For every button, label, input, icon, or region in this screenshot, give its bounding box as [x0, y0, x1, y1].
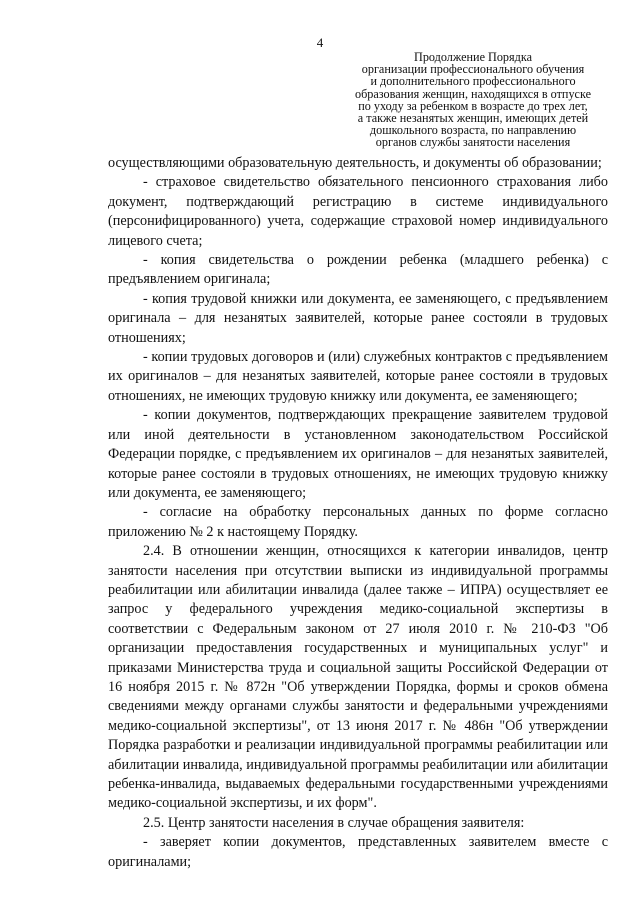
header-line: по уходу за ребенком в возрасте до трех лет, [358, 98, 588, 113]
list-item-personal-data-consent: - согласие на обработку персональных данных по форме согласно приложению № 2 к настоящему Порядку. [108, 504, 608, 540]
list-item-work-book: - копия трудовой книжки или документа, ее заменяющего, с предъявлением оригинала – для незанятых заявителей, которые ранее состояли в трудовых отношениях; [108, 290, 608, 346]
list-item-labor-contracts: - копии трудовых договоров и (или) служебных контрактов с предъявлением их оригиналов – для незанятых заявителей, которые ранее состояли в трудовых отношениях, не имеющих трудовую книжку или документа, ее заменяющего; [108, 349, 608, 404]
header-line: и дополнительного профессионального [370, 74, 576, 89]
body-text [108, 154, 608, 872]
list-item-termination-documents: - копии документов, подтверждающих прекращение заявителем трудовой или иной деятельности в установленном законодательством Российской Федерации порядке, с предъявлением их оригиналов – для незанятых заявителей, которые ранее состояли в трудовых отношениях, не имеющих трудовую книжку или документа, ее заменяющего; [108, 407, 608, 501]
list-item-insurance-certificate: - страховое свидетельство обязательного пенсионного страхования либо документ, подтверждающий регистрацию в системе индивидуального (персонифицированного) учета, содержащие страховой номер индивидуального лицевого счета; [108, 174, 608, 249]
header-line: дошкольного возраста, по направлению [369, 123, 577, 138]
page-number: 4 [316, 35, 324, 50]
list-item-birth-certificate: - копия свидетельства о рождении ребенка (младшего ребенка) с предъявлением оригинала; [108, 252, 608, 288]
header-line: органов службы занятости населения [375, 135, 571, 150]
paragraph-2-5: 2.5. Центр занятости населения в случае обращения заявителя: [143, 814, 525, 831]
header-line: а также незанятых женщин, имеющих детей [357, 111, 589, 126]
header-line: образования женщин, находящихся в отпуске [355, 86, 591, 101]
list-item-certify-copies: - заверяет копии документов, представленных заявителем вместе с оригиналами; [108, 834, 608, 870]
continuation-header [346, 51, 600, 149]
paragraph-2-4: 2.4. В отношении женщин, относящихся к категории инвалидов, центр занятости населения при отсутствии выписки из индивидуальной программы реабилитации или абилитации инвалида (далее также – ИПРА) осуществляет ее запрос у федерального учреждения медико-социальной экспертизы в соответствии с Федеральным законом от 27 июля 2010 г. № 210-ФЗ "Об организации предоставления государственных и муниципальных услуг" и приказами Министерства труда и социальной защиты Российской Федерации от 16 ноября 2015 г. № 872н "Об утверждении Порядка, формы и сроков обмена сведениями между органами службы занятости и федеральными учреждениями медико-социальной экспертизы", от 13 июня 2017 г. № 486н "Об утверждении Порядка разработки и реализации индивидуальной программы реабилитации или абилитации инвалида, индивидуальной программы реабилитации или абилитации ребенка-инвалида, выдаваемых федеральными государственными учреждениями медико-социальной экспертизы, и их форм". [108, 543, 608, 812]
header-line: Продолжение Порядка [414, 50, 532, 64]
paragraph-continuation: осуществляющими образовательную деятельность, и документы об образовании; [108, 155, 602, 171]
header-line: организации профессионального обучения [361, 62, 585, 77]
